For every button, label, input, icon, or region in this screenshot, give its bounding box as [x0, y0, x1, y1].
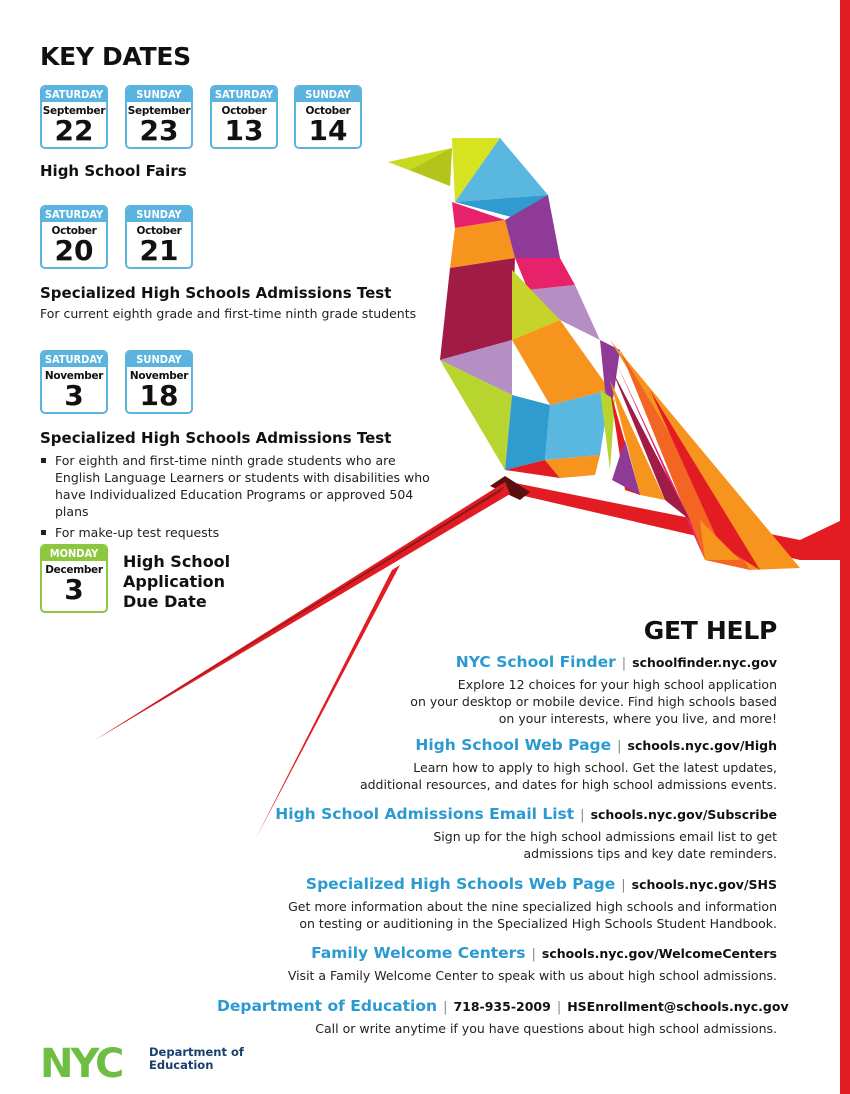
event-title: High School Fairs — [40, 162, 187, 180]
help-item — [217, 805, 777, 862]
help-item-link[interactable]: schools.nyc.gov/SHS — [631, 877, 777, 892]
separator: | — [621, 878, 626, 893]
help-email-link[interactable]: HSEnrollment@schools.nyc.gov — [567, 999, 789, 1014]
calendar-date — [125, 350, 193, 414]
department-line-2: Education — [149, 1058, 214, 1072]
calendar-date — [40, 85, 108, 149]
nyc-logo — [40, 1043, 144, 1081]
separator: | — [621, 656, 627, 671]
calendar-day: MONDAY — [42, 546, 106, 561]
calendar-month: September — [42, 105, 106, 117]
calendar-date — [294, 85, 362, 149]
help-item-name: NYC School Finder — [455, 653, 616, 671]
calendar-month: October — [221, 105, 267, 117]
event-subtitle: For current eighth grade and first-time ninth grade students — [40, 306, 417, 321]
calendar-date-number: 23 — [139, 114, 179, 147]
calendar-month: September — [127, 105, 191, 117]
calendar-date-number: 13 — [224, 114, 264, 147]
calendar-day: SUNDAY — [127, 207, 191, 222]
calendar-date-number: 18 — [139, 379, 179, 412]
event-title: Specialized High Schools Admissions Test — [40, 284, 392, 302]
calendar-month: October — [305, 105, 351, 117]
calendar-date — [40, 350, 108, 414]
calendar-date — [125, 85, 193, 149]
help-item — [217, 736, 777, 793]
calendar-day: SATURDAY — [42, 87, 106, 102]
calendar-day: SATURDAY — [212, 87, 276, 102]
calendar-date — [125, 205, 193, 269]
calendar-month: October — [136, 225, 182, 237]
department-line-1: Department of — [149, 1045, 244, 1059]
separator: | — [443, 1000, 448, 1015]
calendar-date — [40, 205, 108, 269]
event-title: Specialized High Schools Admissions Test — [40, 429, 392, 447]
help-item — [217, 944, 777, 984]
event-bullet-list — [40, 452, 440, 545]
help-item — [217, 653, 777, 727]
get-help-heading: GET HELP — [643, 616, 777, 645]
event-title: High School Application Due Date — [123, 552, 231, 611]
help-item-name: High School Admissions Email List — [275, 805, 575, 823]
help-item-link[interactable]: schools.nyc.gov/Subscribe — [590, 807, 777, 822]
calendar-day: SATURDAY — [42, 207, 106, 222]
help-item-link[interactable]: schools.nyc.gov/WelcomeCenters — [541, 946, 777, 961]
separator: | — [617, 739, 622, 754]
help-item-name: Family Welcome Centers — [311, 944, 526, 962]
help-item-name: Specialized High Schools Web Page — [305, 875, 616, 893]
calendar-month: November — [44, 370, 104, 382]
help-item-description: Learn how to apply to high school. Get the latest updates, additional resources, and dates for high school admissions events. — [359, 760, 777, 792]
calendar-day: SUNDAY — [127, 352, 191, 367]
separator: | — [556, 1000, 562, 1015]
calendar-day: SUNDAY — [127, 87, 191, 102]
calendar-day: SUNDAY — [296, 87, 360, 102]
department-of-education-label — [149, 1046, 244, 1072]
calendar-month: October — [51, 225, 97, 237]
calendar-date-number: 14 — [308, 114, 348, 147]
help-phone[interactable]: 718-935-2009 — [453, 999, 551, 1014]
calendar-date — [40, 544, 108, 613]
help-item-description: Call or write anytime if you have questions about high school admissions. — [315, 1021, 777, 1036]
key-dates-heading: KEY DATES — [40, 42, 191, 71]
help-item — [217, 875, 777, 932]
help-item-description: Explore 12 choices for your high school application on your desktop or mobile device. Find high schools based on your interests, where you live, and more! — [410, 677, 777, 726]
help-item-name: High School Web Page — [415, 736, 612, 754]
help-item-link[interactable]: schoolfinder.nyc.gov — [632, 655, 777, 670]
help-item-description: Get more information about the nine specialized high schools and information on testing or auditioning in the Specialized High Schools Student Handbook. — [288, 899, 777, 931]
help-item-link[interactable]: schools.nyc.gov/High — [627, 738, 777, 753]
calendar-day: SATURDAY — [42, 352, 106, 367]
separator: | — [531, 947, 536, 962]
list-item: For eighth and first-time ninth grade students who are English Language Learners or students with disabilities who have Individualized Education Programs or approved 504 plans — [40, 452, 440, 520]
calendar-date-number: 22 — [54, 114, 94, 147]
calendar-date-number: 20 — [54, 234, 94, 267]
help-item-name: Department of Education — [217, 997, 438, 1015]
calendar-month: November — [129, 370, 189, 382]
help-item-description: Sign up for the high school admissions email list to get admissions tips and key date reminders. — [433, 829, 777, 861]
calendar-date-number: 3 — [64, 379, 84, 412]
separator: | — [580, 808, 585, 823]
calendar-month: December — [45, 564, 103, 576]
nyc-logo-text: NYC — [40, 1043, 122, 1081]
calendar-date-number: 21 — [139, 234, 179, 267]
help-item — [217, 997, 789, 1037]
calendar-date — [210, 85, 278, 149]
calendar-date-number: 3 — [64, 573, 84, 606]
list-item: For make-up test requests — [40, 524, 440, 541]
help-item-description: Visit a Family Welcome Center to speak with us about high school admissions. — [287, 968, 777, 983]
